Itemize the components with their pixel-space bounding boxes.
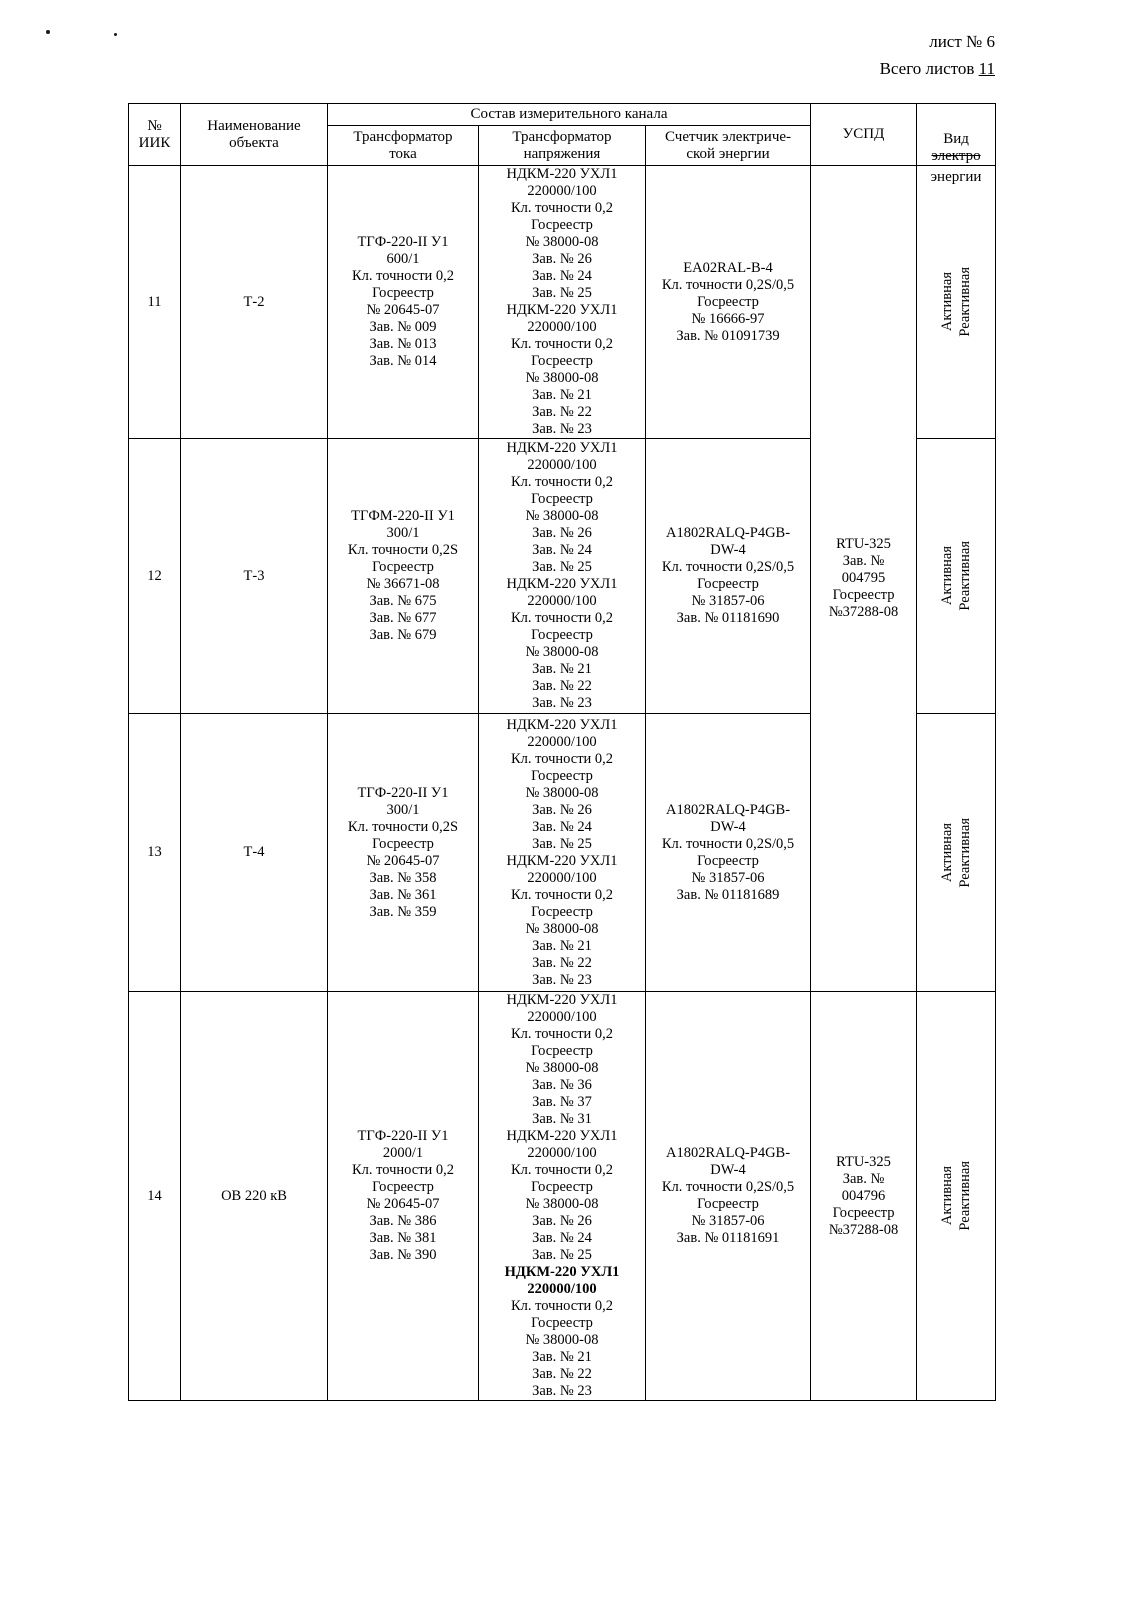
cell-line: ТГФ-220-II У1: [357, 784, 449, 801]
cell-line: НДКМ-220 УХЛ1: [506, 716, 618, 733]
cell-line: Зав. № 25: [532, 559, 592, 575]
cell-line: A1802RALQ-P4GB-: [665, 525, 791, 541]
cell-line: 220000/100: [527, 733, 597, 750]
row-14-vt-cell: [479, 992, 646, 1401]
total-sheets-value: 11: [978, 59, 995, 78]
cell-line: ИИК: [138, 134, 171, 151]
cell-line: 300/1: [386, 801, 420, 818]
cell-line: Зав. № 358: [369, 869, 437, 886]
cell-line: НДКМ-220 УХЛ1: [506, 440, 618, 456]
cell-line: Зав. № 24: [532, 268, 592, 284]
cell-line: НДКМ-220 УХЛ1: [506, 992, 618, 1008]
cell-line: Зав. № 21: [532, 661, 592, 677]
cell-line: Кл. точности 0,2: [510, 200, 614, 216]
row-14-kind-cell: [917, 992, 996, 1401]
cell-line: ТГФ-220-II У1: [357, 1128, 449, 1144]
cell-line: Зав. №: [842, 553, 885, 569]
cell-line: № 38000-08: [525, 1196, 599, 1212]
cell-line: Зав. № 014: [369, 353, 437, 369]
header-object-cell: [181, 104, 328, 166]
header-kind-overflow-word: энергии: [930, 169, 982, 185]
row-11-num-cell: 11: [129, 166, 181, 439]
kind-reactive-label: Реактивная: [956, 267, 973, 337]
cell-line: 004795: [841, 570, 886, 586]
table-row: [129, 166, 996, 439]
cell-line: Кл. точности 0,2: [510, 610, 614, 626]
cell-line: Зав. № 24: [532, 542, 592, 558]
header-kind-label: Вид: [943, 131, 969, 147]
row-13-num-cell: 13: [129, 714, 181, 992]
cell-line: Кл. точности 0,2: [510, 336, 614, 352]
cell-line: НДКМ-220 УХЛ1: [506, 1128, 618, 1144]
cell-line: Зав. № 24: [532, 818, 592, 835]
kind-active-label: Активная: [938, 822, 955, 883]
cell-line: Кл. точности 0,2: [510, 886, 614, 903]
cell-line: №37288-08: [828, 604, 899, 620]
row-12-kind-cell: [917, 439, 996, 714]
cell-line: Кл. точности 0,2: [510, 1162, 614, 1178]
cell-line: Кл. точности 0,2S: [347, 542, 459, 558]
cell-line: Зав. № 359: [369, 903, 437, 920]
cell-line: Кл. точности 0,2S: [347, 818, 459, 835]
cell-line: Зав. № 679: [369, 627, 437, 643]
cell-line: Зав. № 01181691: [676, 1230, 780, 1246]
cell-line: Госреестр: [697, 293, 759, 310]
cell-line: № 31857-06: [691, 593, 765, 609]
cell-line: Госреестр: [372, 559, 434, 575]
cell-line: 300/1: [386, 525, 420, 541]
cell-line: НДКМ-220 УХЛ1: [506, 166, 618, 182]
cell-line: Зав. № 23: [532, 971, 592, 988]
cell-line: объекта: [229, 134, 279, 151]
row-14-meter-cell: [646, 992, 811, 1401]
header-current-transformer-cell: [328, 126, 479, 166]
header-kind-cell: [917, 104, 996, 185]
cell-line: 220000/100: [527, 319, 597, 335]
cell-line: Зав. № 21: [532, 1349, 592, 1365]
row-12-vt-cell: [479, 439, 646, 714]
cell-line: Зав. № 26: [532, 1213, 592, 1229]
cell-line: 2000/1: [382, 1145, 424, 1161]
cell-line: Зав. № 26: [532, 525, 592, 541]
cell-line: Трансформатор: [353, 128, 453, 145]
cell-line: № 38000-08: [525, 920, 599, 937]
cell-line: Госреестр: [531, 491, 593, 507]
kind-reactive-label: Реактивная: [956, 1161, 973, 1231]
cell-line: ТГФ-220-II У1: [357, 234, 449, 250]
cell-line: Кл. точности 0,2: [351, 1162, 455, 1178]
cell-line: Зав. № 009: [369, 319, 437, 335]
row-13-ct-cell: [328, 714, 479, 992]
uspd-cell-rows-11-13: [811, 166, 917, 992]
row-12-ct-cell: [328, 439, 479, 714]
cell-line: RTU-325: [836, 1153, 891, 1170]
cell-line: Зав. № 21: [532, 937, 592, 954]
cell-line: Кл. точности 0,2: [510, 474, 614, 490]
cell-line: Кл. точности 0,2: [510, 1298, 614, 1314]
cell-line: Зав. № 21: [532, 387, 592, 403]
cell-line: № 38000-08: [525, 508, 599, 524]
cell-line: Зав. № 24: [532, 1230, 592, 1246]
cell-line: Зав. № 37: [532, 1094, 592, 1110]
row-13-object-cell: Т-4: [181, 714, 328, 992]
row-12-num-cell: 12: [129, 439, 181, 714]
row-13-kind-cell: [917, 714, 996, 992]
cell-line: DW-4: [710, 542, 746, 558]
cell-line: Госреестр: [531, 1179, 593, 1195]
uspd-cell-row-14: [811, 992, 917, 1401]
cell-line: Госреестр: [531, 217, 593, 233]
header-group-cell: Состав измерительного канала: [328, 104, 811, 126]
row-11-ct-cell: [328, 166, 479, 439]
row-11-vt-cell: [479, 166, 646, 439]
cell-line: 220000/100: [527, 457, 597, 473]
cell-line: Кл. точности 0,2: [351, 268, 455, 284]
cell-line: ской энергии: [686, 145, 770, 162]
scan-mark: [46, 30, 50, 34]
cell-line: Госреестр: [372, 285, 434, 301]
cell-line: Кл. точности 0,2: [510, 750, 614, 767]
cell-line: Наименование: [207, 117, 301, 134]
measurement-channels-table: [128, 103, 996, 1401]
cell-line: Зав. № 23: [532, 695, 592, 711]
cell-line: Трансформатор: [512, 128, 612, 145]
row-14-num-cell: 14: [129, 992, 181, 1401]
cell-line: ТГФМ-220-II У1: [351, 508, 455, 524]
kind-active-label: Активная: [938, 546, 955, 606]
cell-line: 220000/100: [527, 183, 597, 199]
cell-line: № 31857-06: [691, 869, 765, 886]
cell-line: № 20645-07: [366, 1196, 440, 1212]
cell-line: Зав. № 22: [532, 678, 592, 694]
cell-line: Госреестр: [832, 587, 895, 603]
cell-line: DW-4: [710, 818, 746, 835]
cell-line: Зав. № 26: [532, 801, 592, 818]
cell-line: Госреестр: [531, 903, 593, 920]
cell-line: 600/1: [386, 251, 420, 267]
cell-line: № 31857-06: [691, 1213, 765, 1229]
cell-line: Зав. № 22: [532, 404, 592, 420]
cell-line: Зав. № 01091739: [676, 327, 780, 344]
cell-line: №37288-08: [828, 1221, 899, 1238]
cell-line: Госреестр: [697, 852, 759, 869]
page-header: [880, 28, 995, 82]
cell-line: A1802RALQ-P4GB-: [665, 801, 791, 818]
cell-line: Госреестр: [531, 767, 593, 784]
cell-line: 220000/100: [527, 869, 597, 886]
cell-line: № 16666-97: [691, 310, 765, 327]
cell-line: Госреестр: [697, 576, 759, 592]
cell-line: № 38000-08: [525, 1332, 599, 1348]
cell-line: Госреестр: [372, 835, 434, 852]
scan-mark: [114, 33, 117, 36]
kind-reactive-label: Реактивная: [956, 541, 973, 611]
cell-line: Зав. № 25: [532, 285, 592, 301]
cell-line: № 20645-07: [366, 302, 440, 318]
cell-line: № 38000-08: [525, 234, 599, 250]
cell-line: Зав. № 381: [369, 1230, 437, 1246]
table-row: [129, 992, 996, 1401]
cell-line: Зав. № 22: [532, 1366, 592, 1382]
cell-line: 004796: [841, 1187, 886, 1204]
cell-line: № 38000-08: [525, 784, 599, 801]
cell-line: НДКМ-220 УХЛ1: [506, 852, 618, 869]
cell-line: Зав. № 36: [532, 1077, 592, 1093]
cell-line: Зав. №: [842, 1170, 885, 1187]
cell-line: Зав. № 23: [532, 1383, 592, 1399]
cell-line: EA02RAL-B-4: [683, 259, 773, 276]
cell-line: Кл. точности 0,2S/0,5: [661, 276, 795, 293]
cell-line: 220000/100: [527, 1009, 597, 1025]
cell-line: напряжения: [523, 145, 601, 162]
cell-line: Зав. № 25: [532, 835, 592, 852]
cell-line: Госреестр: [531, 1043, 593, 1059]
cell-line: Зав. № 22: [532, 954, 592, 971]
cell-line: Зав. № 390: [369, 1247, 437, 1263]
cell-line: Кл. точности 0,2S/0,5: [661, 1179, 795, 1195]
cell-line: Зав. № 31: [532, 1111, 592, 1127]
cell-line: Зав. № 26: [532, 251, 592, 267]
row-14-object-cell: ОВ 220 кВ: [181, 992, 328, 1401]
cell-line: Кл. точности 0,2S/0,5: [661, 835, 795, 852]
row-13-vt-cell: [479, 714, 646, 992]
cell-line: Зав. № 25: [532, 1247, 592, 1263]
cell-line: A1802RALQ-P4GB-: [665, 1145, 791, 1161]
header-kind-struck-word: электро: [931, 148, 981, 164]
cell-line: Госреестр: [832, 1204, 895, 1221]
row-13-meter-cell: [646, 714, 811, 992]
cell-line: Зав. № 386: [369, 1213, 437, 1229]
cell-line: Кл. точности 0,2S/0,5: [661, 559, 795, 575]
sheet-number: лист № 6: [929, 32, 995, 51]
row-11-object-cell: Т-2: [181, 166, 328, 439]
cell-line: Зав. № 01181690: [676, 610, 780, 626]
row-11-kind-cell: [917, 166, 996, 439]
row-12-meter-cell: [646, 439, 811, 714]
cell-line: Зав. № 013: [369, 336, 437, 352]
row-11-meter-cell: [646, 166, 811, 439]
header-voltage-transformer-cell: [479, 126, 646, 166]
cell-line: Зав. № 361: [369, 886, 437, 903]
cell-line: 220000/100: [527, 593, 597, 609]
kind-active-label: Активная: [938, 272, 955, 332]
cell-line: №: [147, 117, 162, 134]
cell-line: 220000/100: [527, 1145, 597, 1161]
cell-line: Зав. № 677: [369, 610, 437, 626]
total-sheets-label: Всего листов: [879, 59, 975, 78]
cell-line: Госреестр: [531, 353, 593, 369]
total-sheets: [880, 55, 995, 82]
cell-line: № 38000-08: [525, 644, 599, 660]
cell-line: Счетчик электриче-: [664, 128, 792, 145]
cell-line: Госреестр: [697, 1196, 759, 1212]
cell-line: № 38000-08: [525, 370, 599, 386]
cell-line: № 36671-08: [366, 576, 440, 592]
cell-line: НДКМ-220 УХЛ1: [506, 302, 618, 318]
kind-reactive-label: Реактивная: [956, 817, 973, 888]
cell-line: Госреестр: [372, 1179, 434, 1195]
cell-line: Кл. точности 0,2: [510, 1026, 614, 1042]
cell-line: Зав. № 675: [369, 593, 437, 609]
header-uspd-cell: УСПД: [811, 104, 917, 166]
cell-line: Госреестр: [531, 627, 593, 643]
cell-line: DW-4: [710, 1162, 746, 1178]
kind-active-label: Активная: [938, 1166, 955, 1226]
cell-line: Зав. № 01181689: [676, 886, 780, 903]
row-12-object-cell: Т-3: [181, 439, 328, 714]
cell-line: № 20645-07: [366, 852, 440, 869]
row-14-ct-cell: [328, 992, 479, 1401]
header-row-1: [129, 104, 996, 126]
cell-line: НДКМ-220 УХЛ1: [506, 576, 618, 592]
cell-line: НДКМ-220 УХЛ1: [504, 1264, 620, 1280]
cell-line: 220000/100: [527, 1281, 597, 1297]
cell-line: № 38000-08: [525, 1060, 599, 1076]
cell-line: Госреестр: [531, 1315, 593, 1331]
header-meter-cell: [646, 126, 811, 166]
cell-line: тока: [389, 145, 417, 162]
header-num-cell: [129, 104, 181, 166]
cell-line: RTU-325: [836, 536, 891, 552]
cell-line: Зав. № 23: [532, 421, 592, 437]
